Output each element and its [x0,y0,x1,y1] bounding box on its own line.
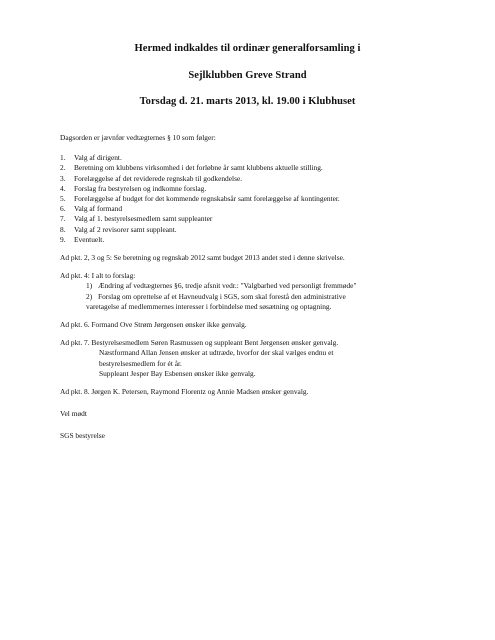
closing-greeting: Vel mødt [60,409,87,419]
intro-text: Dagsorden er jævnfør vedtægternes § 10 som følger: [60,133,216,142]
proposal-2: 2) Forslag om oprettelse af et Havneudvalg i SGS, som skal forestå den administrative [86,291,346,301]
ad-pkt-6: Ad pkt. 6. Formand Ove Strøm Jørgensen ønsker ikke genvalg. [60,320,247,330]
agenda-item: 8. Valg af 2 revisorer samt suppleant. [60,224,177,234]
agenda-item: 6. Valg af formand [60,204,123,214]
agenda-item: 9. Eventuelt. [60,234,105,244]
ad-pkt-4-title: Ad pkt. 4: I alt to forslag: [60,271,136,281]
document-body [60,133,480,442]
proposal-1: 1) Ændring af vedtægternes §6, tredje afsnit vedr.: "Valgbarhed ved personligt fremmøde" [86,281,357,291]
ad-pkt-8: Ad pkt. 8. Jørgen K. Petersen, Raymond Florentz og Annie Madsen ønsker genvalg. [60,387,309,397]
agenda-item: 3. Forelæggelse af det reviderede regnskab til godkendelse. [60,173,243,183]
agenda-item: 5. Forelæggelse af budget for det kommende regnskabsår samt forelæggelse af kontingenter. [60,194,340,204]
agenda-item: 2. Beretning om klubbens virksomhed i det forløbne år samt klubbens aktuelle stilling. [60,163,323,173]
proposal-2-continued: varetagelse af medlemmernes interesser i forbindelse med søsætning og optagning. [86,301,332,311]
heading-line-2: Sejlklubben Greve Strand [188,70,307,81]
ad-pkt-4 [60,271,480,312]
agenda-item: 7. Valg af 1. bestyrelsesmedlem samt suppleanter [60,214,213,224]
closing-signature: SGS bestyrelse [60,431,105,441]
agenda-item: 1. Valg af dirigent. [60,153,122,163]
heading-line-3: Torsdag d. 21. marts 2013, kl. 19.00 i Klubhuset [139,96,356,107]
agenda-item: 4. Forslag fra bestyrelsen og indkomne forslag. [60,183,207,193]
ad-pkt-2-3-5: Ad pkt. 2, 3 og 5: Se beretning og regnskab 2012 samt budget 2013 andet sted i denne skrivelse. [60,253,345,263]
agenda-list [60,153,480,245]
ad-pkt-7: Ad pkt. 7. Bestyrelsesmedlem Søren Rasmussen og suppleant Bent Jørgensen ønsker genvalg. Næstformand Allan Jensen ønsker at udtræde, hvorfor der skal vælges endnu et bestyrelsesmedlem for ét år. Suppleant Jesper Bay Esbensen ønsker ikke genvalg. [60,338,339,378]
heading-line-1: Hermed indkaldes til ordinær generalforsamling i [134,43,361,54]
